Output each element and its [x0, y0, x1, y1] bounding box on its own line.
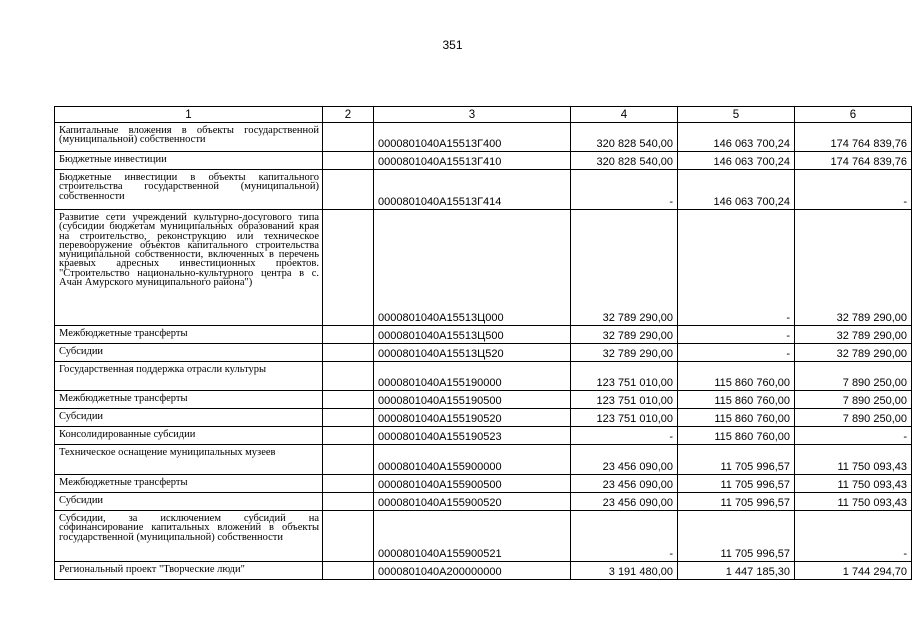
value-col-6-cell: - [795, 511, 912, 562]
column-2-cell [323, 152, 374, 170]
row-name-cell: Развитие сети учреждений культурно-досугового типа (субсидии бюджетам муниципальных образований края на строительство, реконструкцию или техническое перевооружение объектов капитального строительства муниципальной собственности, включенных в перечень краевых адресных инвестиционных проектов. "Строительство национально-культурного центра в с. Ачан Амурского муниципального района") [55, 210, 323, 326]
column-2-cell [323, 123, 374, 152]
value-col-6-cell: 11 750 093,43 [795, 475, 912, 493]
column-header: 4 [571, 107, 678, 123]
value-col-4-cell: 23 456 090,00 [571, 493, 678, 511]
column-2-cell [323, 344, 374, 362]
row-name-cell: Субсидии [55, 493, 323, 511]
column-2-cell [323, 475, 374, 493]
value-col-6-cell: 174 764 839,76 [795, 152, 912, 170]
value-col-5-cell: 11 705 996,57 [678, 445, 795, 475]
column-2-cell [323, 427, 374, 445]
row-name-cell: Консолидированные субсидии [55, 427, 323, 445]
table-row [55, 170, 912, 210]
value-col-6-cell: - [795, 170, 912, 210]
column-2-cell [323, 409, 374, 427]
value-col-4-cell: 320 828 540,00 [571, 123, 678, 152]
table-row [55, 391, 912, 409]
value-col-4-cell: 320 828 540,00 [571, 152, 678, 170]
code-cell: 0000801040А15513Ц500 [374, 326, 571, 344]
column-2-cell [323, 391, 374, 409]
table-row [55, 511, 912, 562]
value-col-6-cell: - [795, 427, 912, 445]
row-name-cell: Межбюджетные трансферты [55, 326, 323, 344]
value-col-6-cell: 11 750 093,43 [795, 493, 912, 511]
table-row [55, 362, 912, 391]
value-col-4-cell: 32 789 290,00 [571, 210, 678, 326]
value-col-6-cell: 32 789 290,00 [795, 326, 912, 344]
table-row [55, 123, 912, 152]
column-2-cell [323, 493, 374, 511]
value-col-6-cell: 32 789 290,00 [795, 210, 912, 326]
row-name-cell: Межбюджетные трансферты [55, 391, 323, 409]
table-row [55, 562, 912, 580]
value-col-6-cell: 7 890 250,00 [795, 362, 912, 391]
table-row [55, 326, 912, 344]
value-col-4-cell: - [571, 170, 678, 210]
row-name-cell: Региональный проект "Творческие люди" [55, 562, 323, 580]
code-cell: 0000801040А15513Г400 [374, 123, 571, 152]
table-row [55, 210, 912, 326]
value-col-5-cell: 146 063 700,24 [678, 170, 795, 210]
value-col-4-cell: 32 789 290,00 [571, 326, 678, 344]
value-col-5-cell: 115 860 760,00 [678, 427, 795, 445]
code-cell: 0000801040А200000000 [374, 562, 571, 580]
column-header: 5 [678, 107, 795, 123]
budget-table [54, 106, 912, 580]
code-cell: 0000801040А15513Ц520 [374, 344, 571, 362]
value-col-5-cell: 11 705 996,57 [678, 475, 795, 493]
value-col-4-cell: 123 751 010,00 [571, 409, 678, 427]
value-col-5-cell: - [678, 326, 795, 344]
row-name-cell: Субсидии, за исключением субсидий на софинансирование капитальных вложений в объекты государственной (муниципальной) собственности [55, 511, 323, 562]
code-cell: 0000801040А15513Г410 [374, 152, 571, 170]
value-col-5-cell: 1 447 185,30 [678, 562, 795, 580]
table-header-row [55, 107, 912, 123]
value-col-4-cell: 23 456 090,00 [571, 445, 678, 475]
table-row [55, 409, 912, 427]
value-col-4-cell: 123 751 010,00 [571, 391, 678, 409]
value-col-5-cell: 146 063 700,24 [678, 152, 795, 170]
column-2-cell [323, 511, 374, 562]
page-number: 351 [442, 38, 463, 52]
column-header: 1 [55, 107, 323, 123]
value-col-5-cell: 11 705 996,57 [678, 493, 795, 511]
column-2-cell [323, 562, 374, 580]
column-2-cell [323, 170, 374, 210]
row-name-cell: Субсидии [55, 409, 323, 427]
value-col-4-cell: 32 789 290,00 [571, 344, 678, 362]
value-col-4-cell: 23 456 090,00 [571, 475, 678, 493]
column-header: 2 [323, 107, 374, 123]
value-col-6-cell: 11 750 093,43 [795, 445, 912, 475]
value-col-6-cell: 174 764 839,76 [795, 123, 912, 152]
table-row [55, 475, 912, 493]
column-2-cell [323, 445, 374, 475]
row-name-cell: Бюджетные инвестиции [55, 152, 323, 170]
value-col-6-cell: 32 789 290,00 [795, 344, 912, 362]
row-name-cell: Бюджетные инвестиции в объекты капитального строительства государственной (муниципальной) собственности [55, 170, 323, 210]
row-name-cell: Капитальные вложения в объекты государственной (муниципальной) собственности [55, 123, 323, 152]
column-2-cell [323, 210, 374, 326]
code-cell: 0000801040А155190000 [374, 362, 571, 391]
code-cell: 0000801040А155900521 [374, 511, 571, 562]
code-cell: 0000801040А155900520 [374, 493, 571, 511]
value-col-4-cell: 3 191 480,00 [571, 562, 678, 580]
column-2-cell [323, 362, 374, 391]
table-row [55, 152, 912, 170]
table-row [55, 445, 912, 475]
value-col-5-cell: - [678, 344, 795, 362]
table-row [55, 344, 912, 362]
row-name-cell: Государственная поддержка отрасли культуры [55, 362, 323, 391]
value-col-6-cell: 7 890 250,00 [795, 391, 912, 409]
value-col-4-cell: - [571, 427, 678, 445]
code-cell: 0000801040А155190500 [374, 391, 571, 409]
value-col-4-cell: - [571, 511, 678, 562]
value-col-6-cell: 1 744 294,70 [795, 562, 912, 580]
code-cell: 0000801040А15513Ц000 [374, 210, 571, 326]
code-cell: 0000801040А155190520 [374, 409, 571, 427]
code-cell: 0000801040А155900500 [374, 475, 571, 493]
value-col-6-cell: 7 890 250,00 [795, 409, 912, 427]
code-cell: 0000801040А15513Г414 [374, 170, 571, 210]
value-col-5-cell: 146 063 700,24 [678, 123, 795, 152]
row-name-cell: Техническое оснащение муниципальных музеев [55, 445, 323, 475]
value-col-5-cell: 115 860 760,00 [678, 409, 795, 427]
value-col-5-cell: 115 860 760,00 [678, 362, 795, 391]
column-2-cell [323, 326, 374, 344]
value-col-5-cell: - [678, 210, 795, 326]
column-header: 3 [374, 107, 571, 123]
code-cell: 0000801040А155190523 [374, 427, 571, 445]
value-col-5-cell: 11 705 996,57 [678, 511, 795, 562]
value-col-5-cell: 115 860 760,00 [678, 391, 795, 409]
code-cell: 0000801040А155900000 [374, 445, 571, 475]
row-name-cell: Межбюджетные трансферты [55, 475, 323, 493]
value-col-4-cell: 123 751 010,00 [571, 362, 678, 391]
row-name-cell: Субсидии [55, 344, 323, 362]
column-header: 6 [795, 107, 912, 123]
table-row [55, 493, 912, 511]
table-row [55, 427, 912, 445]
